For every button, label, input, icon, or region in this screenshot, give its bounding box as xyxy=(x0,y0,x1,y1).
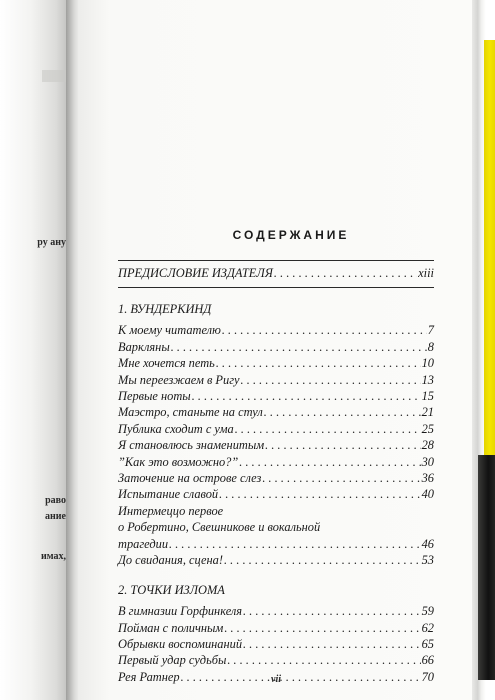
toc-entry[interactable] xyxy=(118,339,434,355)
intermezzo-line: Интермеццо первое xyxy=(118,503,224,518)
entry-label: Варкляны xyxy=(118,339,170,354)
toc-entry[interactable] xyxy=(118,404,434,420)
leader-dots xyxy=(222,322,427,338)
entry-page: 7 xyxy=(427,323,434,338)
entry-page: 21 xyxy=(421,405,434,420)
entry-page: 30 xyxy=(421,454,434,469)
page-number: vii xyxy=(271,674,281,685)
cover-edge-dark xyxy=(478,455,495,680)
left-page-fragment: ание xyxy=(45,511,66,522)
leader-dots xyxy=(216,355,421,371)
left-page-fragment: имах, xyxy=(40,551,66,562)
toc-entry[interactable] xyxy=(118,355,434,371)
table-of-contents xyxy=(118,228,434,685)
entry-page: xiii xyxy=(418,266,434,280)
entry-label: Испытание славой xyxy=(118,487,219,502)
entry-label: ПРЕДИСЛОВИЕ ИЗДАТЕЛЯ xyxy=(118,266,273,280)
chapter-heading-2: 2. ТОЧКИ ИЗЛОМА xyxy=(118,583,225,598)
entry-page: 62 xyxy=(421,620,434,635)
entry-page: 8 xyxy=(427,339,434,354)
entry-page: 53 xyxy=(421,552,434,567)
toc-entry[interactable] xyxy=(118,603,434,619)
leader-dots xyxy=(192,388,421,404)
leader-dots xyxy=(274,265,417,281)
toc-entry[interactable] xyxy=(118,322,434,338)
leader-dots xyxy=(265,437,420,453)
leader-dots xyxy=(171,339,427,355)
toc-title: СОДЕРЖАНИЕ xyxy=(232,228,350,242)
toc-entry-preface[interactable] xyxy=(118,265,434,281)
leader-dots xyxy=(243,603,421,619)
entry-label: ”Как это возможно?” xyxy=(118,454,239,469)
entry-label: Мы переезжаем в Ригу xyxy=(118,372,240,387)
entry-label: Я становлюсь знаменитым xyxy=(118,438,265,453)
leader-dots xyxy=(241,372,421,388)
entry-label: Заточение на острове слез xyxy=(118,470,262,485)
entry-label: До свидания, сцена! xyxy=(118,552,223,567)
intermezzo-line: о Робертино, Свешникове и вокальной xyxy=(118,520,321,535)
leader-dots xyxy=(219,486,420,502)
leader-dots xyxy=(264,404,421,420)
left-page-mark xyxy=(42,70,66,82)
leader-dots xyxy=(239,454,420,470)
entry-page: 25 xyxy=(421,421,434,436)
chapter-1-entries xyxy=(118,322,434,568)
entry-page: 28 xyxy=(421,438,434,453)
toc-entry[interactable] xyxy=(118,652,434,668)
entry-label: Первый удар судьбы xyxy=(118,653,227,668)
left-page-fragment: ру ану xyxy=(37,237,66,248)
leader-dots xyxy=(169,536,421,552)
entry-label: Маэстро, станьте на стул xyxy=(118,405,263,420)
toc-entry[interactable] xyxy=(118,486,434,502)
chapter-heading-1: 1. ВУНДЕРКИНД xyxy=(118,302,212,317)
entry-label: К моему читателю xyxy=(118,323,221,338)
entry-page: 15 xyxy=(421,388,434,403)
leader-dots xyxy=(224,552,421,568)
entry-label: Мне хочется петь xyxy=(118,356,215,371)
toc-entry[interactable] xyxy=(118,388,434,404)
entry-label: трагедии xyxy=(118,536,169,551)
toc-entry[interactable] xyxy=(118,552,434,568)
toc-entry[interactable] xyxy=(118,636,434,652)
entry-label: Первые ноты xyxy=(118,388,191,403)
entry-page: 59 xyxy=(421,604,434,619)
entry-label: В гимназии Горфинкеля xyxy=(118,604,243,619)
entry-page: 70 xyxy=(421,669,434,684)
entry-page: 36 xyxy=(421,470,434,485)
toc-entry[interactable] xyxy=(118,454,434,470)
toc-entry[interactable] xyxy=(118,470,434,486)
entry-label: Пойман с поличным xyxy=(118,620,224,635)
entry-label: Публика сходит с ума xyxy=(118,421,234,436)
toc-entry[interactable] xyxy=(118,620,434,636)
intermezzo-last-line xyxy=(118,536,434,552)
entry-page: 65 xyxy=(421,637,434,652)
entry-page: 13 xyxy=(421,372,434,387)
toc-entry[interactable] xyxy=(118,372,434,388)
entry-label: Обрывки воспоминаний xyxy=(118,637,243,652)
leader-dots xyxy=(235,421,421,437)
toc-entry-intermezzo[interactable] xyxy=(118,503,434,552)
leader-dots xyxy=(262,470,420,486)
toc-entry[interactable] xyxy=(118,421,434,437)
leader-dots xyxy=(243,636,421,652)
toc-entry[interactable] xyxy=(118,437,434,453)
rule-preface xyxy=(118,287,434,288)
entry-label: Рея Ратнер xyxy=(118,669,180,684)
left-page xyxy=(0,0,70,700)
entry-page: 10 xyxy=(421,356,434,371)
leader-dots xyxy=(224,620,420,636)
chapter-2-entries xyxy=(118,603,434,685)
entry-page: 46 xyxy=(421,536,434,551)
entry-page: 66 xyxy=(421,653,434,668)
rule-top xyxy=(118,260,434,261)
left-page-fragment: раво xyxy=(45,495,66,506)
entry-page: 40 xyxy=(421,487,434,502)
leader-dots xyxy=(227,652,420,668)
